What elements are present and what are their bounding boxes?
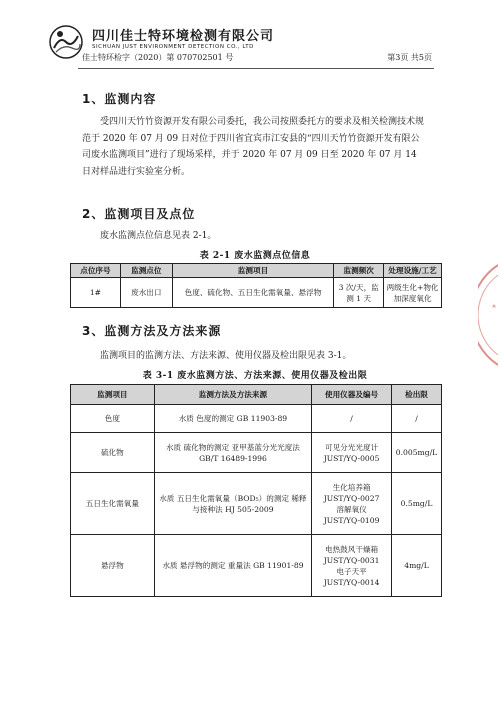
method-cell: 水质 色度的测定 GB 11903-89	[154, 405, 311, 433]
item-cell: 色度	[71, 405, 155, 433]
table-2-1-caption: 表 2-1 废水监测点位信息	[199, 251, 311, 261]
limit-cell: 0.005mg/L	[392, 433, 442, 473]
facility-cell: 两级生化+物化加深度氧化	[384, 278, 442, 308]
table-row	[71, 278, 442, 308]
table-row	[71, 473, 442, 535]
method-cell: 水质 悬浮物的测定 重量法 GB 11901-89	[154, 535, 311, 597]
item-cell: 五日生化需氧量	[71, 473, 155, 535]
table-header-cell: 监测频次	[334, 264, 384, 278]
item-cell: 悬浮物	[71, 535, 155, 597]
section-1-title: 1、监测内容	[82, 92, 157, 106]
monitoring-items-cell: 色度、硫化物、五日生化需氧量、悬浮物	[172, 278, 334, 308]
frequency-cell: 3 次/天，监测 1 天	[334, 278, 384, 308]
table-header-row	[71, 385, 442, 405]
table-header-row	[71, 264, 442, 278]
limit-cell: 4mg/L	[392, 535, 442, 597]
section-2-paragraph: 废水监测点位信息见表 2-1。	[100, 231, 217, 241]
table-row	[71, 405, 442, 433]
company-logo-icon	[46, 22, 86, 62]
table-header-cell: 点位序号	[71, 264, 121, 278]
instrument-line: 可见分光光度计	[325, 442, 379, 452]
instrument-line: 生化培养箱	[332, 482, 371, 492]
table-row	[71, 535, 442, 597]
instrument-line: JUST/YQ-0005	[323, 453, 380, 463]
page-number: 第3页 共5页	[387, 53, 432, 62]
method-cell: 水质 五日生化需氧量（BOD₅）的测定 稀释与接种法 HJ 505-2009	[154, 473, 311, 535]
limit-cell: /	[392, 405, 442, 433]
company-name-en: SICHUAN JUST ENVIRONMENT DETECTION CO., LTD	[92, 44, 254, 50]
table-header-cell: 处理设施/工艺	[384, 264, 442, 278]
point-number-cell: 1#	[71, 278, 121, 308]
table-2-1	[70, 263, 442, 308]
company-name-cn: 四川佳士特环境检测有限公司	[92, 29, 275, 44]
seal-stamp-icon	[478, 260, 498, 370]
table-header-cell: 监测项目	[71, 385, 155, 405]
table-header-cell: 监测项目	[172, 264, 334, 278]
instrument-line: 溶解氧仪	[336, 504, 367, 514]
table-row	[71, 433, 442, 473]
instrument-line: JUST/YQ-0109	[323, 515, 380, 525]
instrument-line: JUST/YQ-0031	[323, 555, 380, 565]
table-3-1-caption: 表 3-1 废水监测方法、方法来源、使用仪器及检出限	[142, 371, 368, 381]
monitoring-point-cell: 废水出口	[120, 278, 172, 308]
header-divider	[78, 68, 434, 69]
section-2-title: 2、监测项目及点位	[82, 207, 196, 221]
instrument-line: /	[350, 414, 353, 423]
instrument-line: 电子天平	[336, 566, 367, 576]
table-header-cell: 监测点位	[120, 264, 172, 278]
instrument-cell	[312, 433, 392, 473]
instrument-cell	[312, 535, 392, 597]
report-number: 佳士特环检字（2020）第 070702501 号	[82, 53, 234, 62]
section-3-paragraph: 监测项目的监测方法、方法来源、使用仪器及检出限见表 3-1。	[100, 351, 352, 361]
table-header-cell: 监测方法及方法来源	[154, 385, 311, 405]
method-cell: 水质 硫化物的测定 亚甲基蓝分光光度法 GB/T 16489-1996	[154, 433, 311, 473]
section-3-title: 3、监测方法及方法来源	[82, 324, 222, 338]
table-header-cell: 检出限	[392, 385, 442, 405]
instrument-line: JUST/YQ-0014	[323, 577, 380, 587]
limit-cell: 0.5mg/L	[392, 473, 442, 535]
instrument-line: 电热鼓风干燥箱	[325, 544, 379, 554]
instrument-line: JUST/YQ-0027	[323, 493, 380, 503]
instrument-cell	[312, 405, 392, 433]
section-1-paragraph: 受四川天竹竹资源开发有限公司委托，我公司按照委托方的要求及相关检测技术规范于 2020 年 07 月 09 日对位于四川省宜宾市江安县的“四川天竹竹资源开发有限公司废水监测项目”进行了现场采样，并于 2020 年 07 月 09 日至 2020 年 07 月 14 日对样品进行实验室分析。	[82, 117, 425, 177]
instrument-cell	[312, 473, 392, 535]
item-cell: 硫化物	[71, 433, 155, 473]
table-3-1	[70, 384, 442, 597]
table-header-cell: 使用仪器及编号	[312, 385, 392, 405]
